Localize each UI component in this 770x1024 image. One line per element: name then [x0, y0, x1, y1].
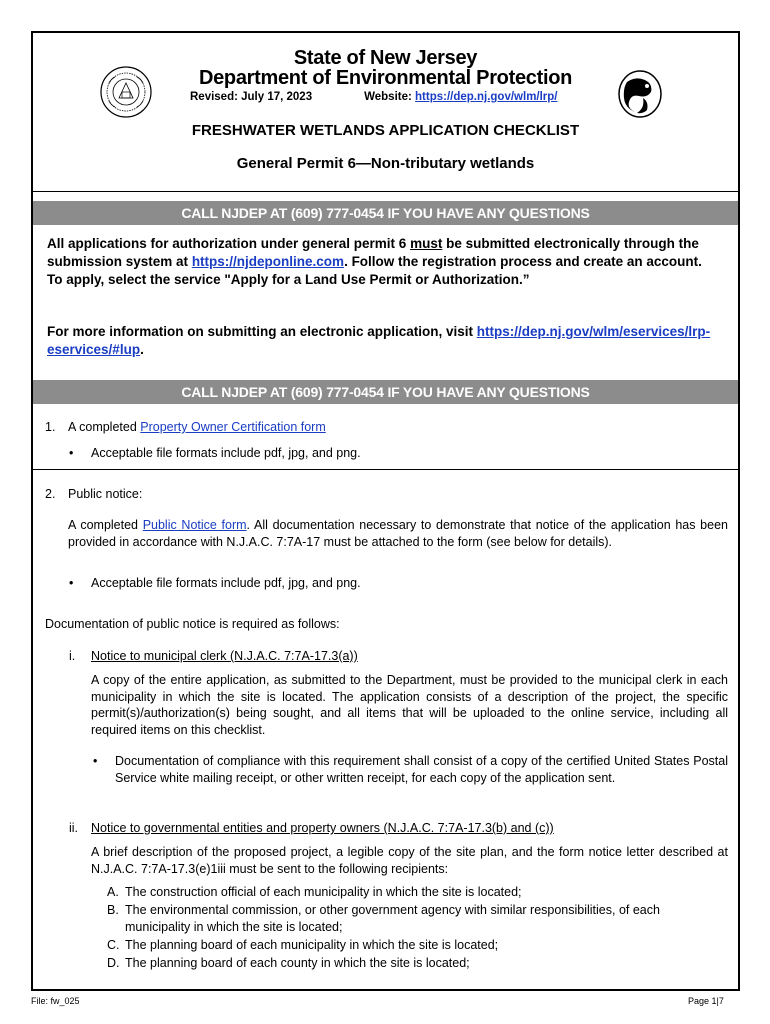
recipient-text: The planning board of each municipality in which the site is located;	[125, 938, 499, 952]
recipient-item-a	[107, 884, 728, 901]
sub-ii-heading: Notice to governmental entities and property owners (N.J.A.C. 7:7A-17.3(b) and (c))	[91, 821, 554, 835]
item-2-text: . All documentation necessary to demonstrate that notice of the application has been provided in accordance with N.J.A.C. 7:7A-17 must be attached to the form (see below for details).	[68, 518, 728, 549]
property-owner-certification-link[interactable]: Property Owner Certification form	[140, 420, 326, 434]
more-info-text: For more information on submitting an electronic application, visit	[47, 324, 477, 339]
njdep-logo-icon	[617, 68, 663, 120]
sub-i-bullet: • Documentation of compliance with this requirement shall consist of a copy of the certified United States Postal Service white mailing receipt, or other written receipt, for each copy of the application sent.	[115, 753, 728, 786]
recipient-item-c	[107, 937, 728, 954]
sub-i-paragraph: A copy of the entire application, as submitted to the Department, must be provided to the municipal clerk in each municipality in which the site is located. The application consists of a description of the project, the specific permit(s)/authorization(s) being sought, and all items that will be uploaded to the online service, including all required items on this checklist.	[91, 673, 728, 737]
recipient-text: The environmental commission, or other government agency with similar responsibilities, of each municipality in which the site is located;	[125, 903, 660, 934]
website-label: Website:	[364, 91, 416, 103]
recipient-item-d	[107, 955, 728, 972]
header-department-name: Department of Environmental Protection	[198, 67, 573, 89]
item-1-number: 1.	[45, 420, 56, 434]
item-2-label: Public notice:	[68, 487, 143, 501]
sub-ii-paragraph: A brief description of the proposed project, a legible copy of the site plan, and the form notice letter described at N.J.A.C. 7:7A-17.3(e)1iii must be sent to the following recipients:	[91, 845, 728, 876]
must-emphasis: must	[410, 236, 443, 251]
documentation-intro: Documentation of public notice is required as follows:	[45, 617, 340, 631]
recipient-letter: A.	[107, 885, 119, 899]
item-2-paragraph	[68, 517, 728, 550]
header-meta	[190, 91, 558, 103]
intro-text: All applications for authorization under general permit 6	[47, 236, 411, 251]
item-2-number: 2.	[45, 487, 56, 501]
sub-ii-numeral: ii.	[69, 821, 79, 835]
header-state-name: State of New Jersey	[293, 47, 478, 69]
item-1-text	[68, 419, 326, 436]
submission-instructions	[47, 235, 717, 289]
more-info-paragraph	[47, 323, 717, 359]
footer-page-number: Page 1|7	[688, 996, 724, 1006]
document-header	[33, 33, 738, 191]
website-link[interactable]: https://dep.nj.gov/wlm/lrp/	[415, 91, 558, 103]
recipient-letter: B.	[107, 903, 119, 917]
item-2-bullet: • Acceptable file formats include pdf, jpg, and png.	[91, 575, 361, 592]
questions-banner-bottom: CALL NJDEP AT (609) 777-0454 IF YOU HAVE ANY QUESTIONS	[33, 380, 738, 404]
eservices-link[interactable]: https://dep.nj.gov/wlm/eservices/lrp-eservices/#lup	[47, 324, 711, 357]
public-notice-form-link[interactable]: Public Notice form	[142, 518, 247, 532]
recipient-item-b	[107, 902, 728, 935]
recipient-text: The construction official of each municipality in which the site is located;	[125, 885, 522, 899]
item-1-label: A completed	[68, 420, 141, 434]
recipient-text: The planning board of each county in which the site is located;	[125, 956, 470, 970]
more-info-text: .	[140, 342, 144, 357]
item-divider	[33, 469, 738, 470]
checklist-subtitle: General Permit 6—Non-tributary wetlands	[236, 155, 535, 172]
intro-text: be submitted electronically through the submission system at	[47, 236, 699, 269]
njdeponline-link[interactable]: https://njdeponline.com	[191, 254, 345, 269]
recipient-letter: D.	[107, 956, 120, 970]
sub-i-heading: Notice to municipal clerk (N.J.A.C. 7:7A-17.3(a))	[91, 649, 358, 663]
recipient-letter: C.	[107, 938, 120, 952]
document-frame	[31, 31, 740, 991]
intro-text: . Follow the registration process and create an account. To apply, select the service "Apply for a Land Use Permit or Authorization.”	[47, 254, 702, 287]
revised-date: Revised: July 17, 2023	[190, 91, 313, 103]
item-2-text: A completed	[68, 518, 143, 532]
item-1-bullet: • Acceptable file formats include pdf, jpg, and png.	[91, 445, 361, 462]
questions-banner-top: CALL NJDEP AT (609) 777-0454 IF YOU HAVE ANY QUESTIONS	[33, 201, 738, 225]
sub-i-numeral: i.	[69, 649, 76, 663]
footer-file-name: File: fw_025	[31, 996, 80, 1006]
header-divider	[33, 191, 738, 192]
checklist-title: FRESHWATER WETLANDS APPLICATION CHECKLIST	[191, 122, 580, 139]
